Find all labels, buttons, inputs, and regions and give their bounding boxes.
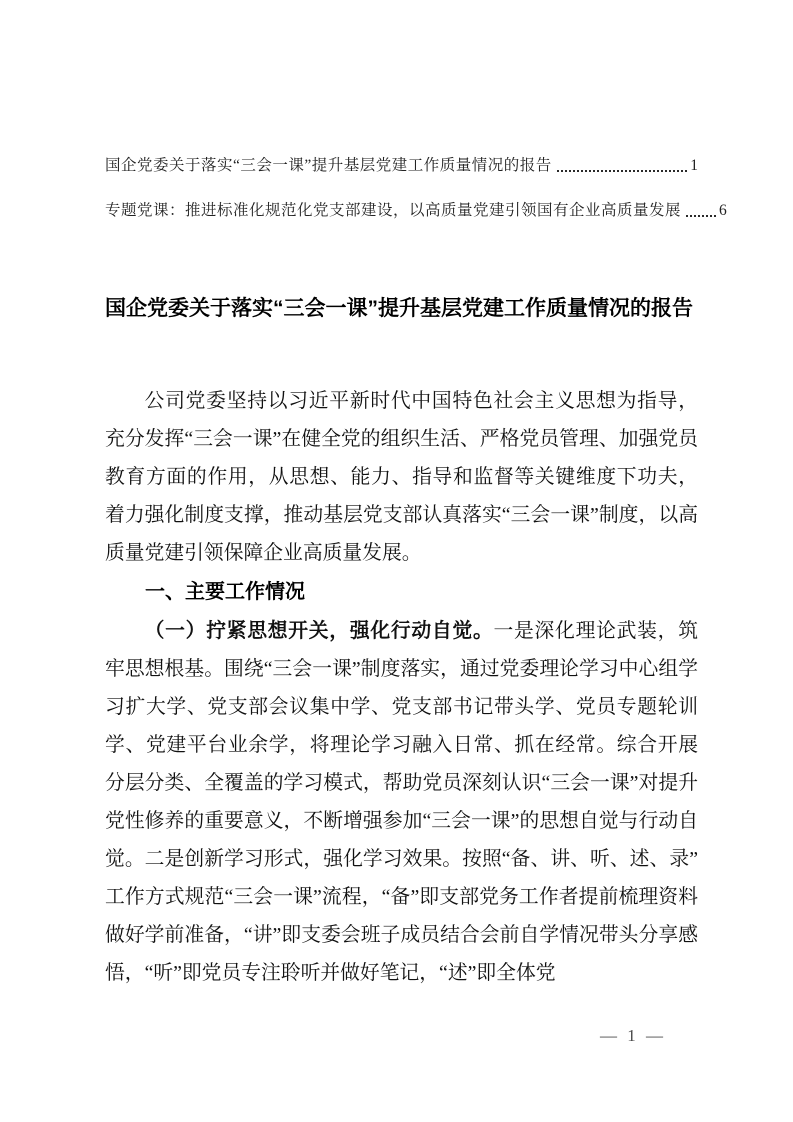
toc-entry-page: 1 [690, 157, 698, 174]
paragraph-body-text: 一是深化理论武装，筑牢思想根基。围绕“三会一课”制度落实，通过党委理论学习中心组学习扩大学、党支部会议集中学、党支部书记带头学、党员专题轮训学、党建平台业余学，将理论学习融入日常、抓在经常。综合开展分层分类、全覆盖的学习模式，帮助党员深刻认识“三会一课”对提升党性修养的重要意义，不断增强参加“三会一课”的思想自觉与行动自觉。二是创新学习形式，强化学习效果。按照“备、讲、听、述、录”工作方式规范“三会一课”流程，“备”即支部党务工作者提前梳理资料做好学前准备，“讲”即支委会班子成员结合会前自学情况带头分享感悟，“听”即党员专注聆听并做好笔记，“述”即全体党 [105, 620, 698, 984]
toc-dot-leader [686, 215, 716, 217]
page-number: — 1 — [600, 1026, 666, 1045]
document-title: 国企党委关于落实“三会一课”提升基层党建工作质量情况的报告 [105, 297, 693, 320]
document-content [105, 0, 727, 992]
toc-entry [105, 156, 698, 176]
toc-entry-page: 6 [719, 202, 727, 219]
toc-entry-title: 专题党课：推进标准化规范化党支部建设，以高质量党建引领国有企业高质量发展 [105, 202, 682, 219]
section-heading-main-work: 一、主要工作情况 [145, 581, 305, 603]
paragraph-lead-emphasis: （一）拧紧思想开关，强化行动自觉。 [144, 620, 494, 642]
paragraph-section-1 [105, 612, 698, 992]
paragraph-intro: 公司党委坚持以习近平新时代中国特色社会主义思想为指导，充分发挥“三会一课”在健全党的组织生活、严格党员管理、加强党员教育方面的作用，从思想、能力、指导和监督等关键维度下功夫，着力强化制度支撑，推动基层党支部认真落实“三会一课”制度，以高质量党建引领保障企业高质量发展。 [105, 390, 698, 564]
toc-entry [105, 201, 727, 221]
toc-entry-title: 国企党委关于落实“三会一课”提升基层党建工作质量情况的报告 [105, 157, 552, 174]
toc-dot-leader [557, 170, 687, 172]
table-of-contents [105, 156, 727, 221]
